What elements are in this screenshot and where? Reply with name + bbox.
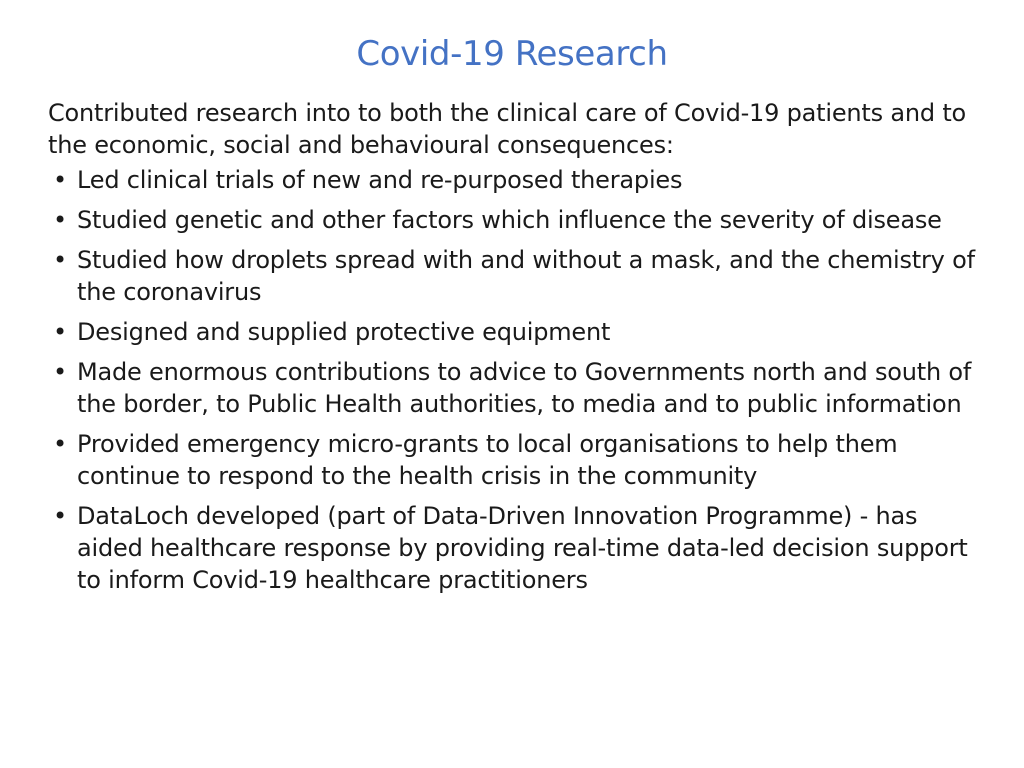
bullet-text: Provided emergency micro-grants to local organisations to help them continue to respond to the health crisis in the community bbox=[77, 430, 898, 490]
bullet-text: Led clinical trials of new and re-purposed therapies bbox=[77, 166, 683, 194]
bullet-point-icon: • bbox=[53, 206, 67, 234]
bullet-item bbox=[48, 316, 980, 348]
bullet-item bbox=[48, 500, 980, 596]
bullet-point-icon: • bbox=[53, 430, 67, 458]
bullet-item bbox=[48, 244, 980, 308]
bullet-point-icon: • bbox=[53, 246, 67, 274]
bullet-point-icon: • bbox=[53, 502, 67, 530]
bullet-text: Made enormous contributions to advice to Governments north and south of the border, to Public Health authorities, to media and to public information bbox=[77, 358, 972, 418]
slide-title: Covid-19 Research bbox=[356, 34, 668, 74]
bullet-text: Studied genetic and other factors which influence the severity of disease bbox=[77, 206, 942, 234]
bullet-item bbox=[48, 428, 980, 492]
bullet-text: DataLoch developed (part of Data-Driven Innovation Programme) - has aided healthcare response by providing real-time data-led decision support to inform Covid-19 healthcare practitioners bbox=[77, 502, 968, 594]
bullet-item bbox=[48, 356, 980, 420]
intro-paragraph: Contributed research into to both the clinical care of Covid-19 patients and to the economic, social and behavioural consequences: bbox=[48, 99, 967, 159]
bullet-point-icon: • bbox=[53, 166, 67, 194]
bullet-list bbox=[48, 164, 980, 596]
bullet-item bbox=[48, 204, 980, 236]
bullet-point-icon: • bbox=[53, 318, 67, 346]
bullet-point-icon: • bbox=[53, 358, 67, 386]
bullet-item bbox=[48, 164, 980, 196]
bullet-text: Studied how droplets spread with and without a mask, and the chemistry of the coronavirus bbox=[77, 246, 975, 306]
bullet-text: Designed and supplied protective equipment bbox=[77, 318, 611, 346]
slide-content bbox=[48, 97, 980, 604]
